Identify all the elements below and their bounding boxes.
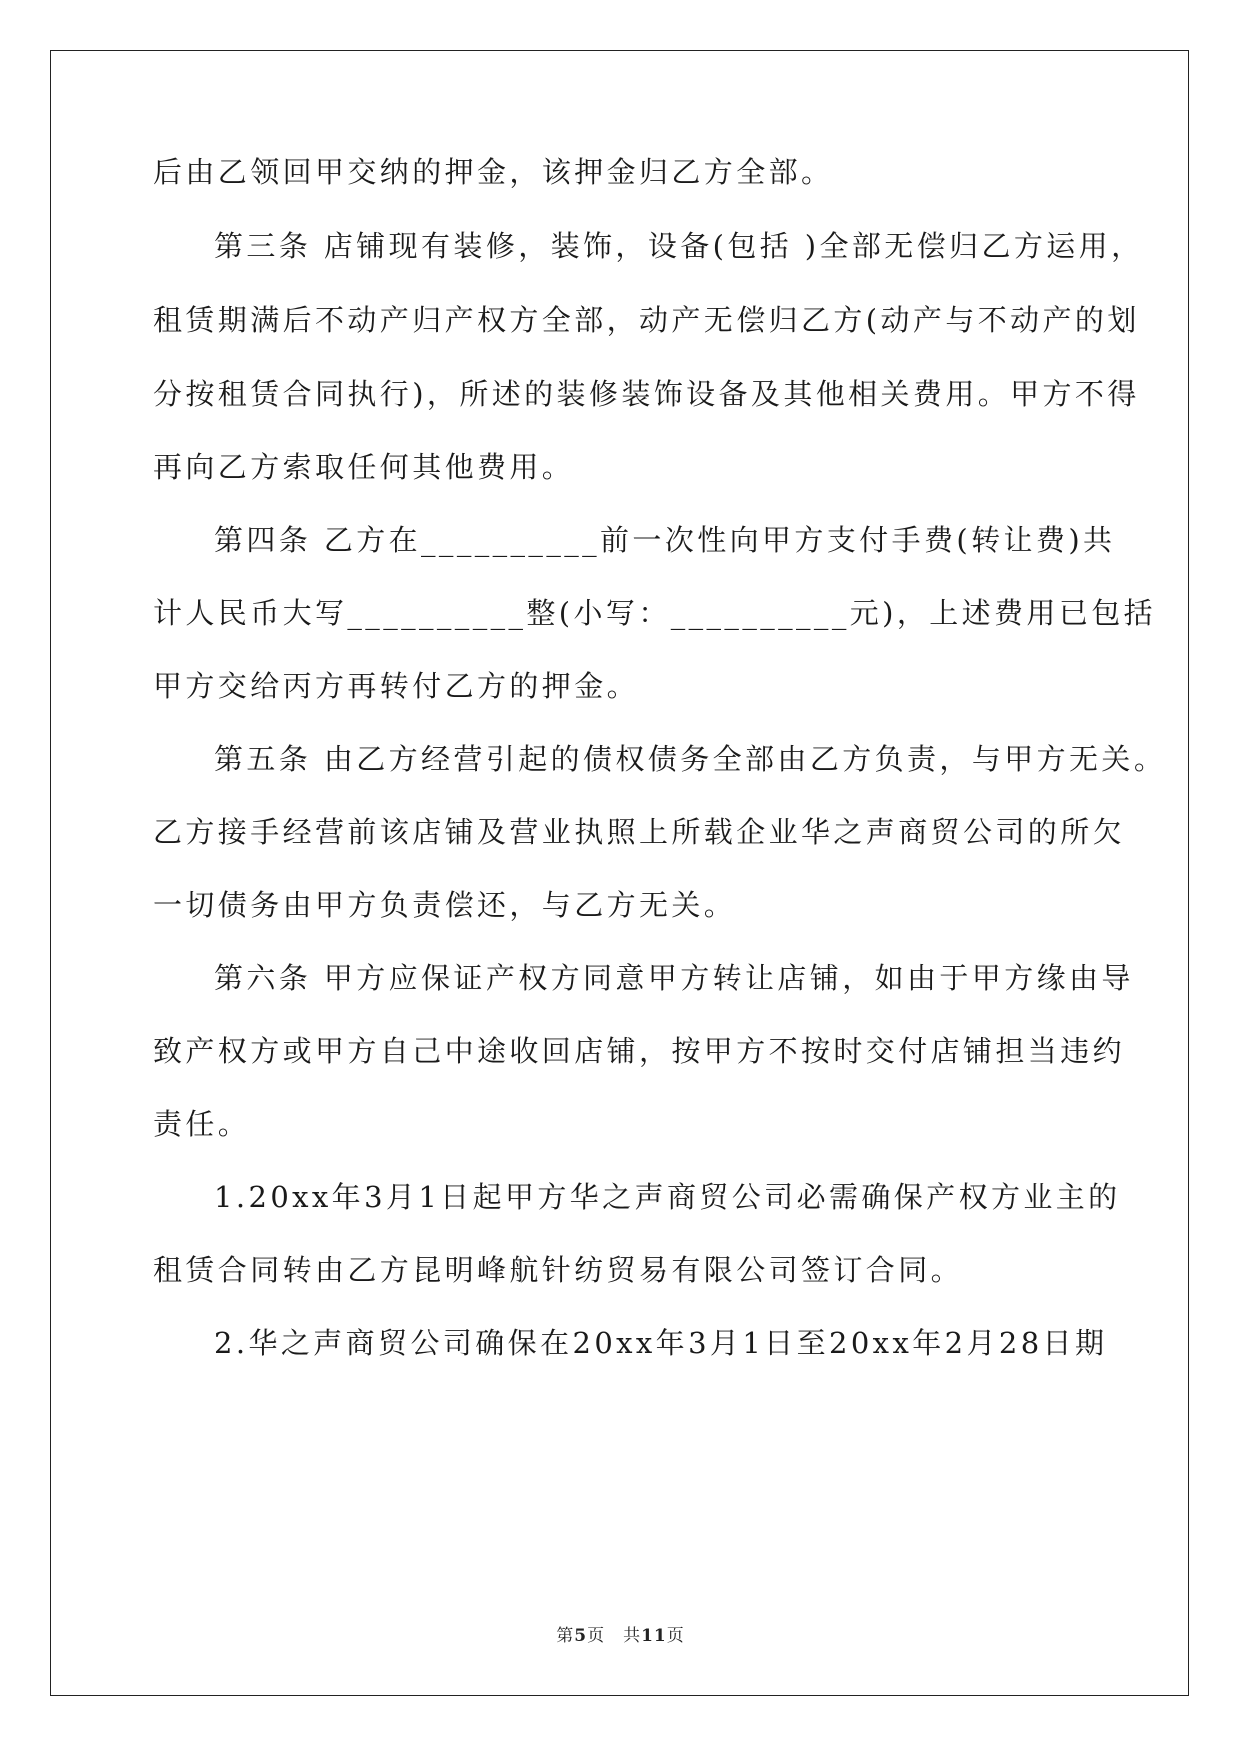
footer-page-suffix: 页: [666, 1626, 685, 1646]
footer-page-prefix: 第: [556, 1626, 575, 1646]
text-line: 第四条 乙方在__________前一次性向甲方支付手费(转让费)共: [214, 523, 1116, 557]
text-line: 甲方交给丙方再转付乙方的押金。: [153, 669, 640, 703]
footer-page-total: 11: [641, 1626, 667, 1646]
text-line: 后由乙领回甲交纳的押金，该押金归乙方全部。: [153, 155, 834, 189]
text-line: 一切债务由甲方负责偿还，与乙方无关。: [153, 888, 737, 922]
footer-page-mid: 页 共: [587, 1626, 642, 1646]
text-line: 第五条 由乙方经营引起的债权债务全部由乙方负责，与甲方无关。: [214, 742, 1167, 776]
text-line: 第三条 店铺现有装修，装饰，设备(包括 )全部无偿归乙方运用，: [214, 229, 1144, 263]
text-line: 2.华之声商贸公司确保在20xx年3月1日至20xx年2月28日期: [214, 1326, 1108, 1360]
footer-page-current: 5: [574, 1626, 588, 1646]
text-line: 计人民币大写__________整(小写：__________元)，上述费用已包括: [153, 596, 1157, 630]
text-line: 分按租赁合同执行)，所述的装修装饰设备及其他相关费用。甲方不得: [153, 377, 1140, 411]
text-line: 租赁合同转由乙方昆明峰航针纺贸易有限公司签订合同。: [153, 1253, 964, 1287]
text-line: 第六条 甲方应保证产权方同意甲方转让店铺，如由于甲方缘由导: [214, 961, 1134, 995]
text-line: 乙方接手经营前该店铺及营业执照上所载企业华之声商贸公司的所欠: [153, 815, 1126, 849]
text-line: 1.20xx年3月1日起甲方华之声商贸公司必需确保产权方业主的: [214, 1180, 1121, 1214]
page-footer: [0, 1621, 1241, 1646]
text-line: 再向乙方索取任何其他费用。: [153, 450, 575, 484]
text-line: 责任。: [153, 1107, 251, 1141]
text-line: 致产权方或甲方自己中途收回店铺，按甲方不按时交付店铺担当违约: [153, 1034, 1126, 1068]
page-border: [50, 50, 1189, 1696]
text-line: 租赁期满后不动产归产权方全部，动产无偿归乙方(动产与不动产的划: [153, 303, 1140, 337]
